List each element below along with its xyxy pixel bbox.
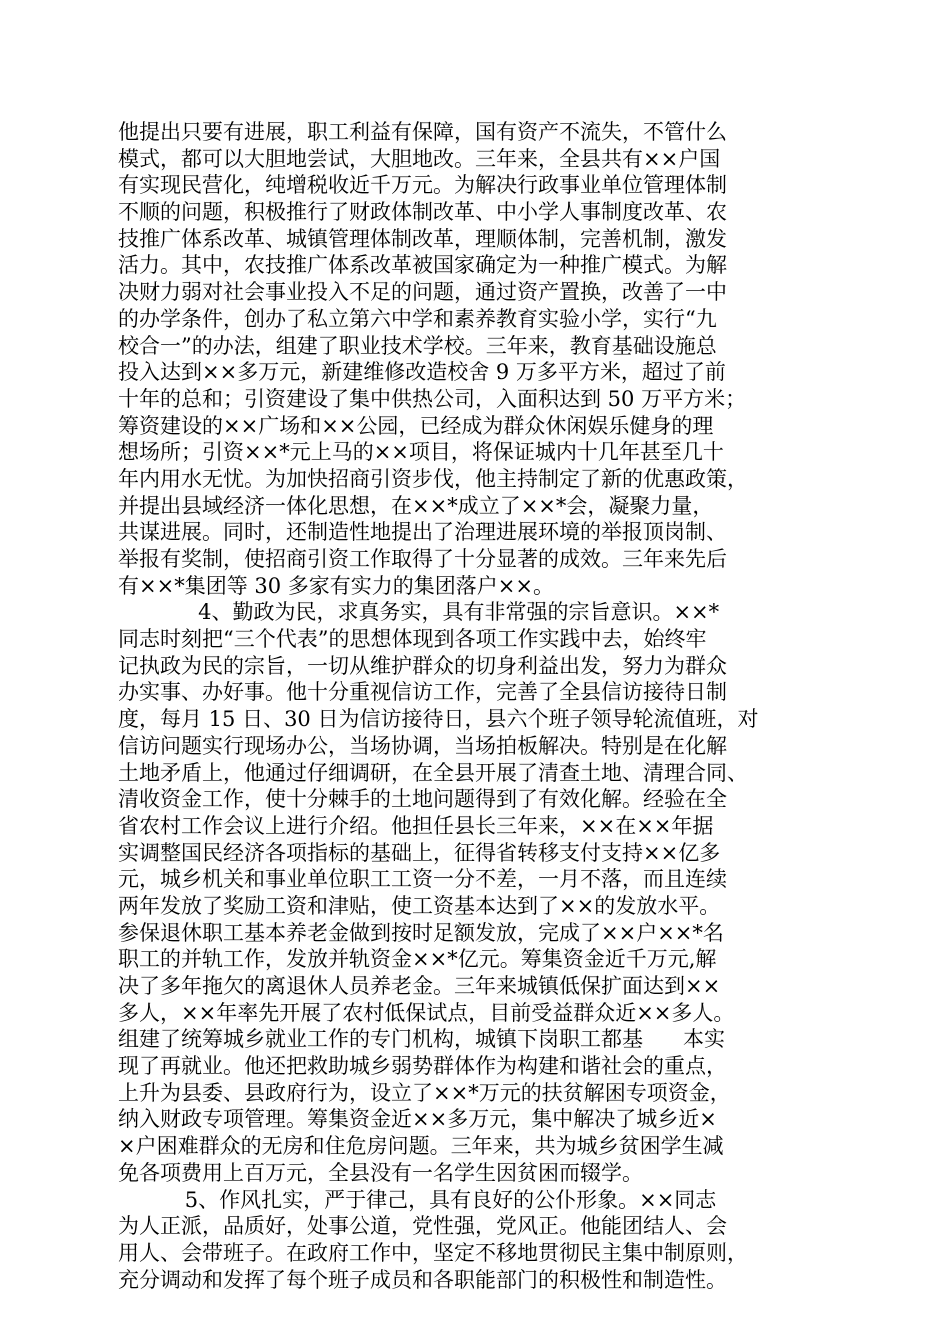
text-line: 年内用水无忧。为加快招商引资步伐，他主持制定了新的优惠政策，	[118, 466, 748, 491]
text-line: 充分调动和发挥了每个班子成员和各职能部门的积极性和制造性。	[118, 1267, 727, 1292]
text-line: 投入达到××多万元，新建维修改造校舍 9 万多平方米，超过了前	[118, 360, 726, 385]
text-line: 元，城乡机关和事业单位职工工资一分不差，一月不落，而且连续	[118, 867, 727, 892]
text-line: 不顺的问题，积极推行了财政体制改革、中小学人事制度改革、农	[118, 200, 727, 225]
text-line: 他提出只要有进展，职工利益有保障，国有资产不流失，不管什么	[118, 120, 727, 144]
text-line: 用人、会带班子。在政府工作中，坚定不移地贯彻民主集中制原则，	[118, 1240, 748, 1265]
text-line: 有××*集团等 30 多家有实力的集团落户××。	[118, 573, 554, 598]
text-line: 现了再就业。他还把救助城乡弱势群体作为构建和谐社会的重点，	[118, 1054, 727, 1079]
text-line: 度，每月 15 日、30 日为信访接待日，县六个班子领导轮流值班，对	[118, 707, 759, 732]
text-line: 十年的总和；引资建设了集中供热公司，入面积达到 50 万平方米；	[118, 386, 747, 411]
text-line: 职工的并轨工作，发放并轨资金××*亿元。筹集资金近千万元,解	[118, 947, 717, 972]
text-line: 4、勤政为民，求真务实，具有非常强的宗旨意识。××*	[118, 600, 720, 625]
text-line: 技推广体系改革、城镇管理体制改革，理顺体制，完善机制，激发	[118, 226, 727, 251]
text-line: 并提出县域经济一体化思想，在××*成立了××*会，凝聚力量，	[118, 493, 714, 518]
text-line: 活力。其中，农技推广体系改革被国家确定为一种推广模式。为解	[118, 253, 727, 278]
text-line: 举报有奖制，使招商引资工作取得了十分显著的成效。三年来先后	[118, 547, 727, 571]
text-line: 想场所；引资××*元上马的××项目，将保证城内十几年甚至几十	[118, 440, 724, 465]
text-line: 筹资建设的××广场和××公园，已经成为群众休闲娱乐健身的理	[118, 413, 714, 438]
text-line: 组建了统筹城乡就业工作的专门机构，城镇下岗职工都基 本实	[118, 1027, 726, 1052]
text-line: 实调整国民经济各项指标的基础上，征得省转移支付支持××亿多	[118, 840, 721, 865]
text-line: 的办学条件，创办了私立第六中学和素养教育实验小学，实行“九	[118, 306, 717, 331]
text-line: 纳入财政专项管理。筹集资金近××多万元，集中解决了城乡近×	[118, 1107, 717, 1132]
body-text	[118, 119, 838, 1293]
text-line: 共谋进展。同时，还制造性地提出了治理进展环境的举报顶岗制、	[118, 520, 727, 545]
text-line: 省农村工作会议上进行介绍。他担任县长三年来，××在××年据	[118, 813, 714, 838]
text-line: 信访问题实行现场办公，当场协调，当场拍板解决。特别是在化解	[118, 733, 727, 758]
text-line: 校合一”的办法，组建了职业技术学校。三年来，教育基础设施总	[118, 333, 717, 358]
text-line: 上升为县委、县政府行为，设立了××*万元的扶贫解困专项资金，	[118, 1080, 731, 1105]
text-line: 清收资金工作，使十分棘手的土地问题得到了有效化解。经验在全	[118, 787, 727, 812]
text-line: 多人，××年率先开展了农村低保试点，目前受益群众近××多人。	[118, 1000, 735, 1025]
text-line: 土地矛盾上，他通过仔细调研，在全县开展了清查土地、清理合同、	[118, 760, 748, 785]
text-line: 决财力弱对社会事业投入不足的问题，通过资产置换，改善了一中	[118, 280, 727, 305]
text-line: 记执政为民的宗旨，一切从维护群众的切身利益出发，努力为群众	[118, 653, 727, 678]
text-line: 有实现民营化，纯增税收近千万元。为解决行政事业单位管理体制	[118, 173, 727, 198]
text-line: 参保退休职工基本养老金做到按时足额发放，完成了××户××*名	[118, 920, 724, 945]
text-line: 5、作风扎实，严于律己，具有良好的公仆形象。××同志	[118, 1187, 717, 1212]
text-line: 决了多年拖欠的离退休人员养老金。三年来城镇低保扩面达到××	[118, 974, 721, 998]
text-line: 为人正派，品质好，处事公道，党性强，党风正。他能团结人、会	[118, 1214, 727, 1239]
text-line: 免各项费用上百万元，全县没有一名学生因贫困而辍学。	[118, 1160, 643, 1185]
text-line: 两年发放了奖励工资和津贴，使工资基本达到了××的发放水平。	[118, 893, 721, 918]
text-line: 办实事、办好事。他十分重视信访工作，完善了全县信访接待日制	[118, 680, 727, 705]
text-line: 同志时刻把“三个代表”的思想体现到各项工作实践中去，始终牢	[118, 627, 707, 652]
text-line: ×户困难群众的无房和住危房问题。三年来，共为城乡贫困学生减	[118, 1134, 724, 1159]
text-line: 模式，都可以大胆地尝试，大胆地改。三年来，全县共有××户国	[118, 146, 721, 171]
